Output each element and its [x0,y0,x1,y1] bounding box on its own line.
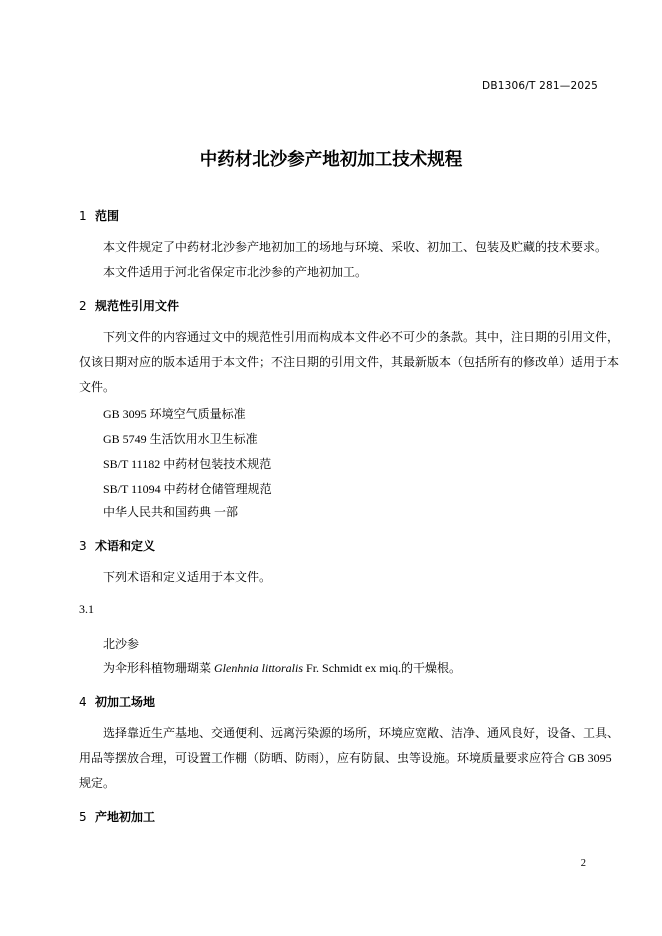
section-2-paragraph-line-1: 下列文件的内容通过文中的规范性引用而构成本文件必不可少的条款。其中，注日期的引用文件， [103,330,620,344]
term-definition [103,659,461,676]
section-number: 4 [79,695,87,709]
definition-latin-name: Glenhnia littoralis [214,661,304,675]
section-title: 规范性引用文件 [95,299,180,313]
reference-item: 中华人民共和国药典 一部 [103,505,239,519]
definition-suffix: Fr. Schmidt ex miq.的干燥根。 [303,661,462,675]
reference-item: SB/T 11094 中药材仓储管理规范 [103,482,272,496]
section-number: 1 [79,209,87,223]
reference-item: SB/T 11182 中药材包装技术规范 [103,457,272,471]
definition-prefix: 为伞形科植物珊瑚菜 [103,661,215,675]
term-name: 北沙参 [103,637,140,651]
section-1-paragraph-1: 本文件规定了中药材北沙参产地初加工的场地与环境、采收、初加工、包装及贮藏的技术要求。 [103,240,608,254]
section-1-paragraph-2: 本文件适用于河北省保定市北沙参的产地初加工。 [103,265,368,279]
section-4-paragraph-line-3: 规定。 [79,776,116,790]
section-4-paragraph-line-1: 选择靠近生产基地、交通便利、远离污染源的场所，环境应宽敞、洁净、通风良好，设备、工具、 [103,726,620,740]
section-4-heading [79,693,155,710]
section-5-heading [79,808,155,825]
section-title: 产地初加工 [95,810,156,824]
reference-item: GB 5749 生活饮用水卫生标准 [103,432,258,446]
section-4-paragraph-line-2: 用品等摆放合理，可设置工作棚（防晒、防雨），应有防鼠、虫等设施。环境质量要求应符合 GB 3095 [79,751,612,765]
document-number: DB1306/T 281—2025 [482,80,598,92]
section-title: 术语和定义 [95,539,156,553]
section-number: 5 [79,810,87,824]
section-2-paragraph-line-2: 仅该日期对应的版本适用于本文件；不注日期的引用文件，其最新版本（包括所有的修改单）适用于本 [79,355,620,369]
section-number: 3 [79,539,87,553]
section-title: 初加工场地 [95,695,156,709]
section-2-heading [79,297,179,314]
section-title: 范围 [95,209,120,223]
section-1-heading [79,207,119,224]
section-3-heading [79,537,155,554]
page-number: 2 [580,858,586,869]
reference-item: GB 3095 环境空气质量标准 [103,407,246,421]
term-number: 3.1 [79,602,94,616]
section-3-paragraph: 下列术语和定义适用于本文件。 [103,570,272,584]
section-number: 2 [79,299,87,313]
section-2-paragraph-line-3: 文件。 [79,380,116,394]
document-title: 中药材北沙参产地初加工技术规程 [199,150,463,170]
